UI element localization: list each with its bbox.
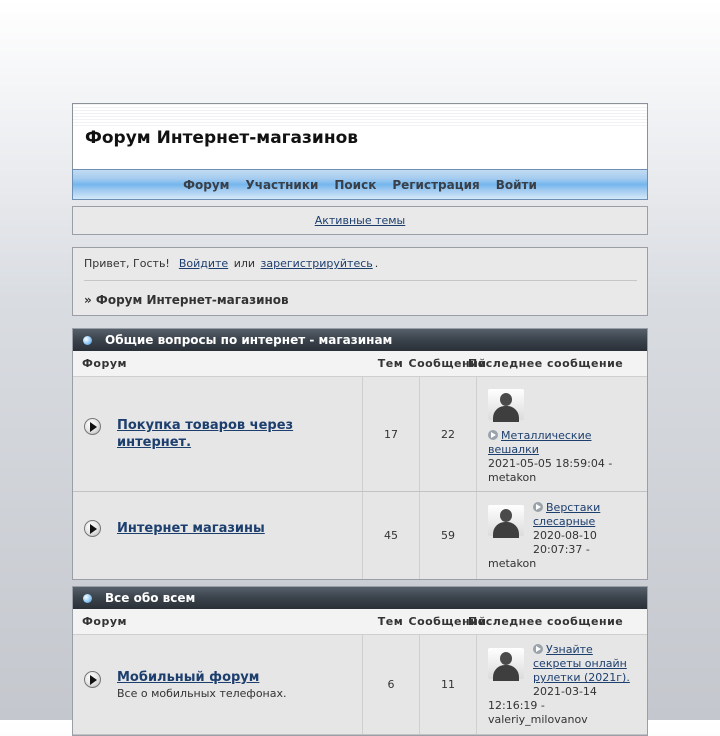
nav-search[interactable]: Поиск: [334, 177, 377, 192]
forum-row: [73, 377, 647, 492]
category-misc: [72, 586, 648, 736]
forum-row: [73, 492, 647, 579]
breadcrumb: » Форум Интернет-магазинов: [84, 293, 289, 307]
posts-count: 22: [419, 377, 476, 491]
user-avatar-icon[interactable]: [488, 389, 524, 420]
last-post-cell: [476, 377, 647, 491]
col-last-post-label: Последнее сообщение: [468, 357, 624, 370]
last-post-date: 2021-03-14: [533, 685, 597, 698]
forum-cell: [73, 377, 362, 491]
register-link[interactable]: зарегистрируйтесь: [260, 257, 373, 270]
last-post-link-cont[interactable]: вешалки: [488, 443, 539, 456]
category-bullet-icon: [83, 594, 92, 603]
forum-title-line2: интернет.: [117, 435, 192, 450]
col-topics: Тем: [377, 615, 404, 628]
col-forum: Форум: [82, 615, 128, 628]
last-post-link[interactable]: Металлические: [501, 429, 592, 442]
forum-title-link[interactable]: [117, 417, 293, 451]
last-post-author: metakon: [488, 471, 537, 484]
col-forum: Форум: [82, 357, 128, 370]
forum-play-icon[interactable]: [84, 418, 101, 435]
active-topics-link[interactable]: Активные темы: [314, 214, 406, 227]
welcome-box: [72, 247, 648, 316]
topics-count: 6: [362, 635, 419, 734]
col-topics: Тем: [377, 357, 404, 370]
last-post-info: [533, 643, 630, 699]
col-last-post-label: Последнее сообщение: [468, 615, 624, 628]
welcome-line: [84, 257, 378, 270]
user-avatar-icon[interactable]: [488, 505, 524, 536]
last-post-cell: [476, 492, 647, 579]
column-headers: [73, 351, 647, 377]
go-to-post-icon[interactable]: [488, 430, 498, 440]
last-post-date: 2021-05-05 18:59:04 -: [488, 457, 613, 470]
divider: [84, 280, 637, 281]
active-topics-bar: [72, 206, 648, 235]
last-post-link[interactable]: Узнайте: [546, 643, 593, 656]
last-post-info: [533, 501, 600, 557]
col-posts: Сообщений: [408, 357, 487, 370]
category-header: [73, 329, 647, 351]
forum-description: Все о мобильных телефонах.: [117, 687, 287, 700]
forum-page: [72, 103, 648, 736]
col-last-post: [468, 609, 647, 634]
forum-row: [73, 635, 647, 735]
category-header: [73, 587, 647, 609]
posts-count: 59: [419, 492, 476, 579]
last-post-time: 12:16:19 -: [488, 699, 545, 712]
topics-count: 17: [362, 377, 419, 491]
go-to-post-icon[interactable]: [533, 644, 543, 654]
user-avatar-icon[interactable]: [488, 648, 524, 679]
nav-login[interactable]: Войти: [495, 177, 537, 192]
forum-title-line1: Покупка товаров через: [117, 418, 294, 433]
last-post-author: metakon: [488, 557, 537, 570]
nav-register[interactable]: Регистрация: [392, 177, 480, 192]
greeting-text: Привет, Гость!: [84, 257, 170, 270]
last-post-link[interactable]: Верстаки: [546, 501, 601, 514]
col-posts: Сообщений: [408, 615, 487, 628]
category-title: Общие вопросы по интернет - магазинам: [105, 333, 393, 347]
last-post-time: 20:07:37 -: [533, 543, 590, 556]
last-post-link-cont[interactable]: секреты онлайн: [533, 657, 627, 670]
last-post-date: 2020-08-10: [533, 529, 597, 542]
topics-count: 45: [362, 492, 419, 579]
posts-count: 11: [419, 635, 476, 734]
go-to-post-icon[interactable]: [533, 502, 543, 512]
column-headers: [73, 609, 647, 635]
forum-title-link[interactable]: Интернет магазины: [117, 521, 265, 536]
col-last-post: [468, 351, 647, 376]
last-post-link-cont2[interactable]: рулетки (2021г).: [533, 671, 630, 684]
category-title: Все обо всем: [105, 591, 196, 605]
or-text: или: [233, 257, 256, 270]
forum-title-link[interactable]: Мобильный форум: [117, 670, 260, 685]
forum-cell: [73, 635, 362, 734]
last-post-author: valeriy_milovanov: [488, 713, 588, 726]
category-bullet-icon: [83, 336, 92, 345]
forum-play-icon[interactable]: [84, 671, 101, 688]
nav-forum[interactable]: Форум: [183, 177, 230, 192]
last-post-cell: [476, 635, 647, 734]
site-title: Форум Интернет-магазинов: [85, 128, 359, 148]
site-header: [72, 103, 648, 169]
forum-play-icon[interactable]: [84, 520, 101, 537]
forum-cell: [73, 492, 362, 579]
nav-members[interactable]: Участники: [245, 177, 319, 192]
last-post-meta: [488, 699, 588, 727]
category-general: [72, 328, 648, 580]
main-navigation: [72, 169, 648, 200]
last-post-link-cont[interactable]: слесарные: [533, 515, 596, 528]
login-link[interactable]: Войдите: [178, 257, 229, 270]
last-post-info: [488, 429, 612, 485]
period-text: .: [374, 257, 379, 270]
